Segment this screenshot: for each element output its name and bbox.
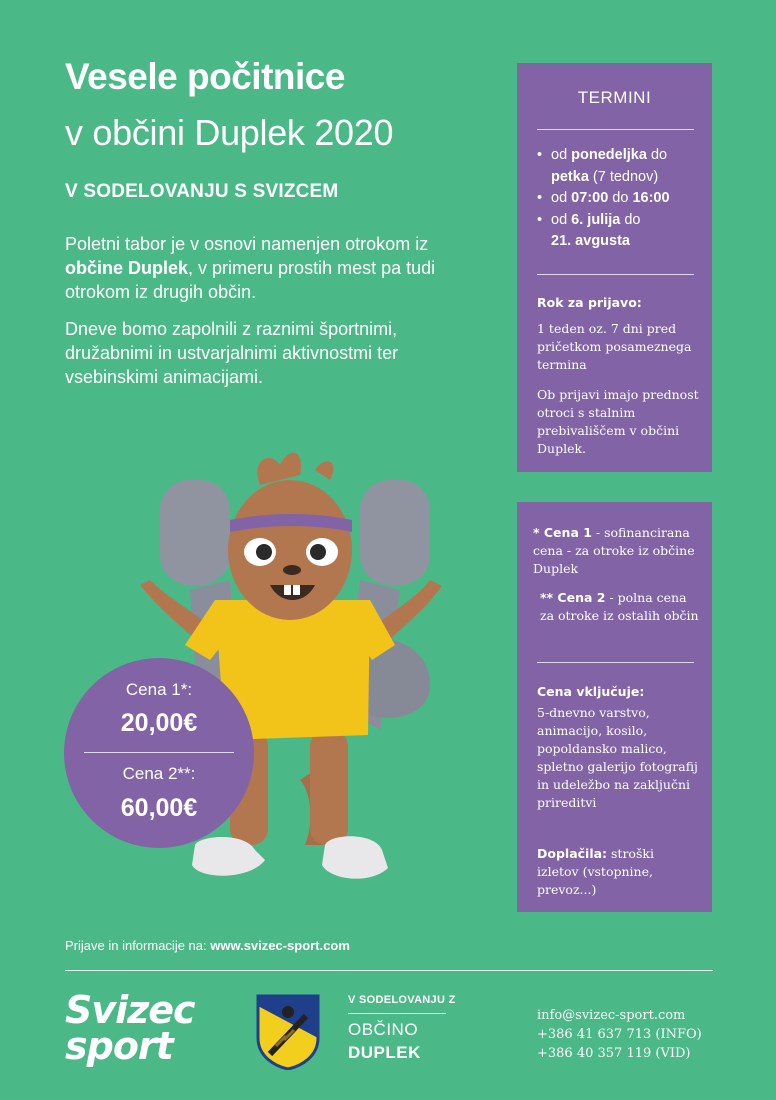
partner-name-line1: OBČINO [348, 1020, 419, 1039]
phone-vid[interactable]: +386 40 357 119 (VID) [537, 1046, 691, 1061]
list-item: • od ponedeljka do petka (7 tednov) [537, 145, 705, 188]
svizec-sport-logo: Svizec sport [65, 988, 195, 1068]
intro-bold-text: občine Duplek [65, 258, 189, 278]
divider [84, 752, 234, 753]
doplacila-text: Doplačila: stroški izletov (vstopnine, prevoz...) [537, 846, 654, 897]
contact-info [537, 1006, 702, 1063]
termini-list [537, 145, 705, 253]
list-item: • od 07:00 do 16:00 [537, 188, 705, 210]
partner-label: V SODELOVANJU Z [348, 994, 456, 1006]
cena2-label: Cena 2**: [122, 764, 196, 783]
prijave-info [65, 938, 350, 953]
page-title-line2: v občini Duplek 2020 [65, 112, 394, 153]
intro-paragraph-2: Dneve bomo zapolnili z raznimi športnimi, družabnimi in ustvarjalnimi aktivnostmi ter vsebinskimi animacijami. [65, 319, 399, 387]
prednost-text: Ob prijavi imajo prednost otroci s stalnim prebivališčem v občini Duplek. [537, 387, 699, 456]
cena2-note: ** Cena 2 - polna cena za otroke iz ostalih občin [540, 590, 699, 623]
list-item: • od 6. julija do 21. avgusta [537, 210, 705, 253]
divider [537, 662, 694, 663]
cena1-value: 20,00€ [120, 709, 198, 737]
prijave-text: Prijave in informacije na: [65, 938, 211, 953]
cena1-label: Cena 1*: [125, 680, 193, 699]
rok-text: 1 teden oz. 7 dni pred pričetkom posameznega termina [537, 321, 692, 372]
website-link[interactable]: www.svizec-sport.com [210, 938, 350, 953]
divider [537, 274, 694, 275]
divider [537, 129, 694, 130]
footer-divider [65, 970, 713, 971]
phone-info[interactable]: +386 41 637 713 (INFO) [537, 1027, 702, 1042]
partner-name-line2: DUPLEK [348, 1043, 421, 1062]
subtitle: V SODELOVANJU S SVIZCEM [65, 181, 339, 202]
intro-paragraph-1 [65, 232, 485, 304]
email-link[interactable]: info@svizec-sport.com [537, 1008, 686, 1023]
partner-divider [348, 1013, 446, 1014]
cena1-note: * Cena 1 - sofinancirana cena - za otroke iz občine Duplek [533, 525, 695, 576]
page-title: Vesele počitnice [65, 56, 345, 97]
cena2-value: 60,00€ [120, 794, 198, 822]
rok-label: Rok za prijavo: [537, 295, 642, 310]
termini-title: TERMINI [577, 88, 652, 107]
vkljucuje-text: 5-dnevno varstvo, animacijo, kosilo, popoldansko malico, spletno galerijo fotografij in udeležbo na zaključni prireditvi [537, 705, 698, 810]
intro-text: Poletni tabor je v osnovi namenjen otrokom iz [65, 234, 429, 254]
vkljucuje-label: Cena vključuje: [537, 684, 645, 699]
intro-text: , v primeru prostih mest pa tudi otrokom iz drugih občin. [65, 258, 436, 302]
duplek-coat-of-arms-icon [256, 994, 320, 1070]
